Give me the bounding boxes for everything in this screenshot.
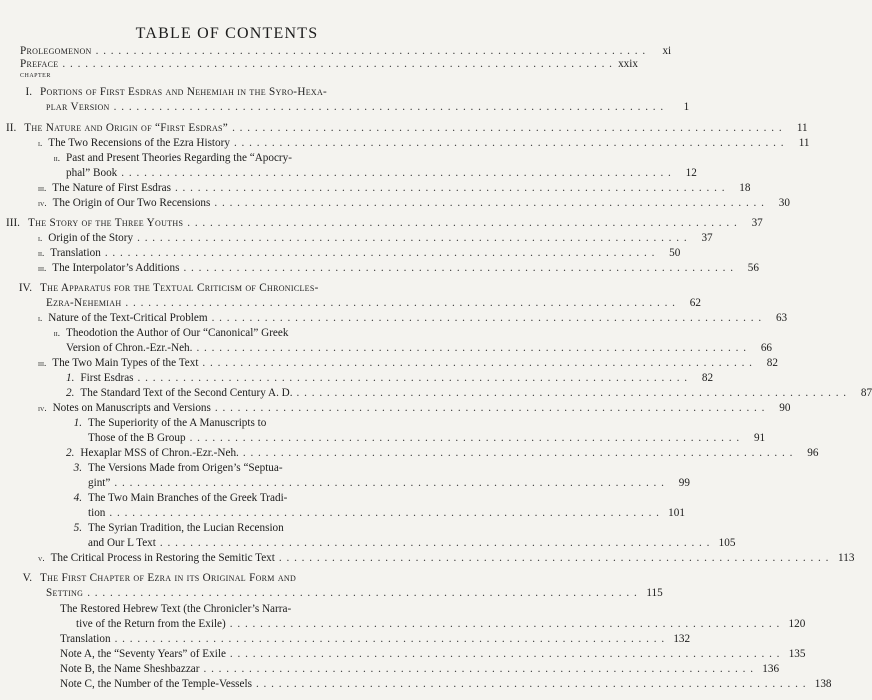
toc-subsection[interactable] <box>66 461 436 475</box>
entry-page: 62 <box>689 297 701 309</box>
entry-text: Past and Present Theories Regarding the “Apocry- <box>66 152 292 164</box>
leader-dots <box>58 57 612 71</box>
entry-text: The Story of the Three Youths <box>27 217 184 229</box>
entry-text: The Interpolator’s Additions <box>52 262 180 274</box>
entry-text: First Esdras <box>80 372 134 384</box>
subsection-number: 1. <box>66 372 75 384</box>
entry-text: The Origin of Our Two Recensions <box>52 197 211 209</box>
leader-dots <box>101 246 655 260</box>
entry-text: Prolegomenon <box>20 45 92 57</box>
section-number: ii. <box>38 248 45 258</box>
toc-chapter-2[interactable] <box>6 121 808 135</box>
entry-page: 99 <box>678 477 690 489</box>
leader-dots <box>133 231 687 245</box>
entry-page: 82 <box>766 357 778 369</box>
page-title: TABLE OF CONTENTS <box>135 25 319 42</box>
leader-dots <box>226 647 780 661</box>
entry-text: Note A, the “Seventy Years” of Exile <box>60 648 226 660</box>
toc-entry-continuation[interactable] <box>88 506 685 520</box>
chapter-number: III. <box>6 217 20 229</box>
leader-dots <box>252 677 806 691</box>
toc-section[interactable] <box>38 311 788 325</box>
entry-text: The Restored Hebrew Text (the Chronicler’s Narra- <box>60 603 292 615</box>
entry-page: 63 <box>775 312 788 324</box>
entry-page: 87 <box>860 387 872 399</box>
leader-dots <box>192 341 746 355</box>
chapter-number: II. <box>6 122 17 134</box>
entry-page: 90 <box>779 402 791 414</box>
toc-section[interactable] <box>60 662 780 676</box>
toc-section[interactable] <box>38 151 436 165</box>
section-number: i. <box>38 233 43 243</box>
entry-page: 105 <box>718 537 736 549</box>
leader-dots <box>117 166 671 180</box>
entry-text: Notes on Manuscripts and Versions <box>52 402 211 414</box>
entry-page: 135 <box>788 648 806 660</box>
toc-entry-continuation[interactable] <box>46 100 690 114</box>
entry-text: The Apparatus for the Textual Criticism of Chronicles- <box>40 282 319 294</box>
toc-chapter-4[interactable] <box>6 281 436 295</box>
entry-text: The Two Main Branches of the Greek Tradi- <box>88 492 288 504</box>
subsection-number: 1. <box>73 417 82 429</box>
entry-text: The First Chapter of Ezra in its Original Form and <box>40 572 297 584</box>
entry-text: Hexaplar MSS of Chron.-Ezr.-Neh. <box>80 447 239 459</box>
subsection-number: 5. <box>73 522 82 534</box>
toc-subsection[interactable] <box>66 491 436 505</box>
leader-dots <box>156 536 710 550</box>
toc-section[interactable] <box>60 602 436 616</box>
entry-page: 101 <box>668 507 685 519</box>
entry-text: Those of the B Group <box>88 432 186 444</box>
entry-page: 132 <box>673 633 691 645</box>
toc-entry-continuation[interactable] <box>88 431 766 445</box>
toc-entry-preface[interactable] <box>20 57 638 71</box>
entry-text: The Versions Made from Origen’s “Septua- <box>88 462 283 474</box>
leader-dots <box>228 121 782 135</box>
entry-page: 120 <box>788 618 806 630</box>
entry-page: xi <box>662 45 672 57</box>
leader-dots <box>211 401 765 415</box>
entry-text: phal” Book <box>66 167 118 179</box>
leader-dots <box>210 196 764 210</box>
entry-page: 113 <box>838 552 855 564</box>
leader-dots <box>83 586 637 600</box>
section-number: iv. <box>38 403 47 413</box>
entry-page: 66 <box>760 342 772 354</box>
leader-dots <box>198 356 752 370</box>
entry-text: The Nature of First Esdras <box>52 182 171 194</box>
chapter-column-label: CHAPTER <box>20 73 51 79</box>
toc-section[interactable] <box>38 551 855 565</box>
leader-dots <box>183 216 737 230</box>
entry-text: The Nature and Origin of “First Esdras” <box>24 122 229 134</box>
entry-text: Nature of the Text-Critical Problem <box>48 312 208 324</box>
entry-text: Origin of the Story <box>48 232 134 244</box>
leader-dots <box>293 386 847 400</box>
entry-text: and Our L Text <box>88 537 156 549</box>
section-number: i. <box>38 138 43 148</box>
leader-dots <box>171 181 725 195</box>
entry-text: plar Version <box>46 101 110 113</box>
entry-text: Preface <box>20 58 59 70</box>
toc-entry-continuation[interactable] <box>46 296 701 310</box>
entry-page: 96 <box>807 447 819 459</box>
chapter-number: IV. <box>18 282 32 294</box>
toc-section[interactable] <box>38 136 810 150</box>
toc-entry-continuation[interactable] <box>76 617 806 631</box>
subsection-number: 2. <box>66 447 75 459</box>
toc-section[interactable] <box>38 181 751 195</box>
entry-page: 11 <box>796 122 808 134</box>
entry-text: The Superiority of the A Manuscripts to <box>88 417 267 429</box>
subsection-number: 2. <box>66 387 75 399</box>
section-number: iii. <box>38 183 47 193</box>
entry-page: 11 <box>798 137 810 149</box>
leader-dots <box>199 662 753 676</box>
leader-dots <box>179 261 733 275</box>
entry-text: Translation <box>50 247 101 259</box>
leader-dots <box>92 44 646 58</box>
entry-page: xxix <box>618 58 638 70</box>
leader-dots <box>208 311 762 325</box>
toc-entry-continuation[interactable] <box>46 586 663 600</box>
chapter-number: V. <box>22 572 32 584</box>
section-number: iv. <box>38 198 47 208</box>
section-number: i. <box>38 313 43 323</box>
entry-page: 56 <box>747 262 759 274</box>
entry-page: 18 <box>739 182 751 194</box>
toc-chapter-5[interactable] <box>6 571 436 585</box>
leader-dots <box>226 617 780 631</box>
toc-subsection[interactable] <box>66 446 819 460</box>
toc-entry-continuation[interactable] <box>88 536 736 550</box>
toc-section[interactable] <box>38 326 436 340</box>
toc-chapter-3[interactable] <box>6 216 763 230</box>
toc-section[interactable] <box>38 401 791 415</box>
entry-page: 50 <box>669 247 681 259</box>
subsection-number: 4. <box>73 492 82 504</box>
leader-dots <box>105 506 659 520</box>
entry-text: Ezra-Nehemiah <box>46 297 122 309</box>
section-number: v. <box>38 553 45 563</box>
toc-subsection[interactable] <box>66 416 436 430</box>
entry-text: Note B, the Name Sheshbazzar <box>60 663 200 675</box>
entry-text: The Syrian Tradition, the Lucian Recension <box>88 522 284 534</box>
toc-subsection[interactable] <box>66 386 872 400</box>
toc-subsection[interactable] <box>66 371 714 385</box>
entry-page: 30 <box>778 197 790 209</box>
entry-page: 37 <box>701 232 713 244</box>
leader-dots <box>110 476 664 490</box>
leader-dots <box>186 431 740 445</box>
leader-dots <box>110 100 664 114</box>
subsection-number: 3. <box>73 462 82 474</box>
chapter-number: I. <box>25 86 32 98</box>
entry-page: 138 <box>814 678 832 690</box>
leader-dots <box>239 446 793 460</box>
leader-dots <box>111 632 665 646</box>
toc-entry-continuation[interactable] <box>66 341 772 355</box>
entry-page: 91 <box>753 432 766 444</box>
toc-entry-prolegomenon[interactable] <box>20 44 672 58</box>
entry-text: Translation <box>60 633 111 645</box>
entry-text: tive of the Return from the Exile) <box>76 618 226 630</box>
toc-section[interactable] <box>60 677 832 691</box>
leader-dots <box>230 136 784 150</box>
toc-subsection[interactable] <box>66 521 436 535</box>
section-number: iii. <box>38 263 47 273</box>
entry-text: The Standard Text of the Second Century A. D. <box>80 387 293 399</box>
entry-page: 37 <box>751 217 763 229</box>
toc-chapter-1[interactable] <box>6 85 436 99</box>
leader-dots <box>275 551 829 565</box>
section-number: ii. <box>53 153 60 163</box>
entry-text: Version of Chron.-Ezr.-Neh. <box>66 342 193 354</box>
section-number: iii. <box>38 358 47 368</box>
entry-text: tion <box>88 507 106 519</box>
toc-section[interactable] <box>60 647 806 661</box>
entry-text: gint” <box>88 477 111 489</box>
entry-page: 1 <box>683 101 690 113</box>
entry-page: 82 <box>701 372 714 384</box>
toc-entry-continuation[interactable] <box>88 476 690 490</box>
section-number: ii. <box>53 328 60 338</box>
toc-section[interactable] <box>38 196 790 210</box>
toc-section[interactable] <box>60 632 691 646</box>
entry-text: The Two Recensions of the Ezra History <box>48 137 230 149</box>
leader-dots <box>134 371 688 385</box>
entry-text: Theodotion the Author of Our “Canonical” Greek <box>66 327 289 339</box>
toc-section[interactable] <box>38 246 681 260</box>
leader-dots <box>121 296 675 310</box>
entry-text: Portions of First Esdras and Nehemiah in the Syro-Hexa- <box>40 86 328 98</box>
entry-text: Setting <box>46 587 84 599</box>
entry-page: 115 <box>646 587 663 599</box>
entry-text: The Critical Process in Restoring the Semitic Text <box>50 552 275 564</box>
toc-section[interactable] <box>38 356 778 370</box>
toc-section[interactable] <box>38 231 713 245</box>
toc-entry-continuation[interactable] <box>66 166 697 180</box>
entry-page: 136 <box>762 663 780 675</box>
toc-section[interactable] <box>38 261 759 275</box>
entry-text: The Two Main Types of the Text <box>52 357 199 369</box>
entry-page: 12 <box>685 167 697 179</box>
entry-text: Note C, the Number of the Temple-Vessels <box>60 678 252 690</box>
